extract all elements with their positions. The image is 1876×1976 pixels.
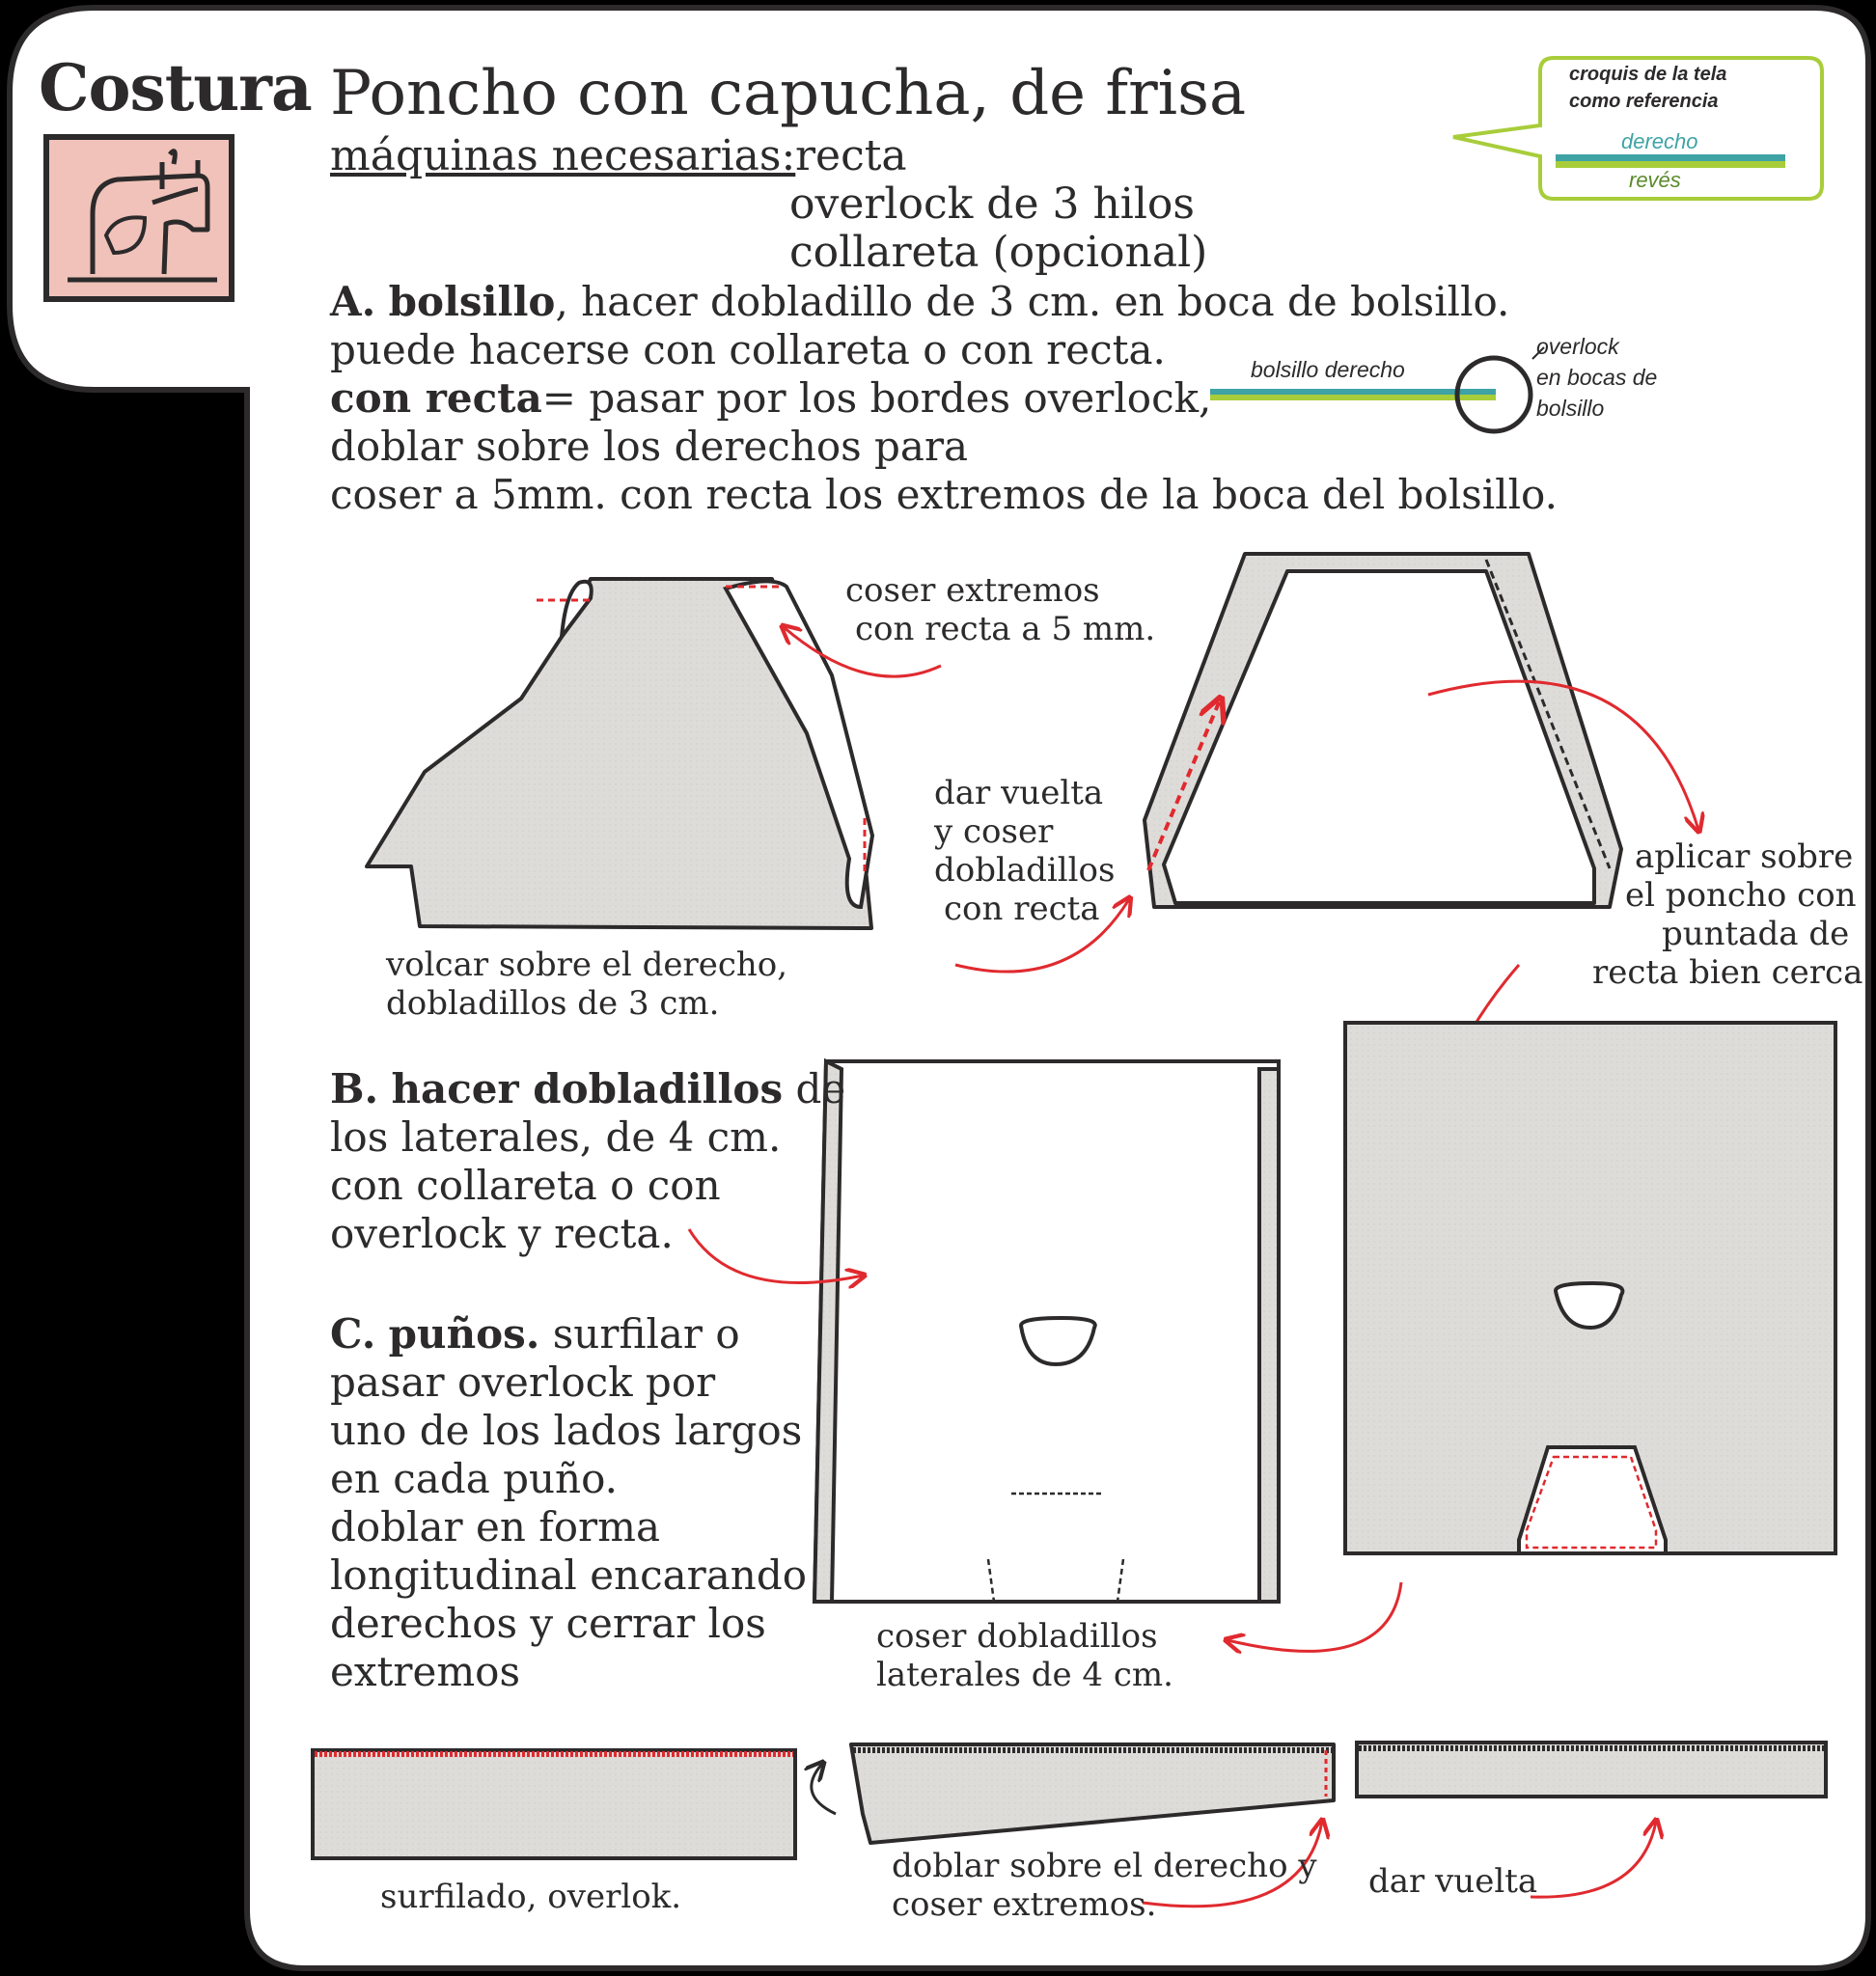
step-a-line3: con recta= pasar por los bordes overlock, bbox=[330, 374, 1212, 422]
caption-fold-sew: doblar sobre el derecho y bbox=[892, 1847, 1317, 1885]
sewing-machine-icon bbox=[46, 137, 232, 299]
step-c-line: extremos bbox=[330, 1648, 521, 1695]
machine-item: recta bbox=[795, 131, 907, 180]
caption-apply: el poncho con bbox=[1625, 876, 1857, 915]
step-c-line1: C. puños. surfilar o bbox=[330, 1310, 740, 1358]
step-b-line3: con collareta o con bbox=[330, 1162, 721, 1209]
machine-item: collareta (opcional) bbox=[789, 228, 1208, 277]
step-c-line: en cada puño. bbox=[330, 1455, 618, 1502]
step-b-line1: B. hacer dobladillos de bbox=[330, 1065, 846, 1112]
caption-turn: y coser bbox=[934, 812, 1054, 851]
step-a-line5: coser a 5mm. con recta los extremos de la boca del bolsillo. bbox=[330, 471, 1558, 518]
legend-title: como referencia bbox=[1569, 91, 1719, 112]
caption-turn: dar vuelta bbox=[934, 774, 1104, 812]
step-c-line: doblar en forma bbox=[330, 1503, 660, 1551]
caption-fold-sew: coser extremos. bbox=[892, 1885, 1157, 1924]
caption-sew-ends: coser extremos bbox=[845, 571, 1100, 610]
pocket-note: bolsillo bbox=[1536, 396, 1605, 421]
step-a-line1: A. bolsillo, hacer dobladillo de 3 cm. en boca de bolsillo. bbox=[330, 278, 1510, 325]
poncho-with-pocket-diagram bbox=[1345, 1023, 1835, 1553]
caption-side-hem: laterales de 4 cm. bbox=[876, 1656, 1173, 1694]
caption-turn: con recta bbox=[944, 890, 1100, 928]
machines-label: máquinas necesarias: bbox=[330, 131, 796, 180]
section-label: Costura bbox=[39, 50, 312, 125]
caption-apply: recta bien cerca bbox=[1592, 953, 1863, 992]
step-a-line2: puede hacerse con collareta o con recta. bbox=[330, 326, 1166, 373]
step-c-line: derechos y cerrar los bbox=[330, 1600, 766, 1647]
caption-sew-ends: con recta a 5 mm. bbox=[855, 610, 1156, 648]
step-c-line: pasar overlock por bbox=[330, 1358, 716, 1406]
legend-title: croquis de la tela bbox=[1569, 64, 1727, 85]
cuff-serged-strip bbox=[313, 1750, 795, 1858]
caption-serged: surfilado, overlok. bbox=[380, 1878, 682, 1916]
step-b-line4: overlock y recta. bbox=[330, 1210, 674, 1257]
caption-fold: dobladillos de 3 cm. bbox=[386, 984, 720, 1023]
page-title: Poncho con capucha, de frisa bbox=[330, 58, 1247, 129]
step-c-line: longitudinal encarando bbox=[330, 1551, 808, 1599]
pocket-note: overlock bbox=[1536, 334, 1619, 359]
step-b-line2: los laterales, de 4 cm. bbox=[330, 1113, 782, 1161]
caption-fold: volcar sobre el derecho, bbox=[386, 946, 788, 984]
legend-back: revés bbox=[1629, 168, 1681, 192]
caption-turn-out: dar vuelta bbox=[1368, 1862, 1538, 1901]
caption-apply: puntada de bbox=[1662, 915, 1850, 953]
legend-front: derecho bbox=[1621, 129, 1698, 153]
caption-apply: aplicar sobre bbox=[1635, 837, 1854, 876]
caption-turn: dobladillos bbox=[934, 851, 1116, 890]
caption-side-hem: coser dobladillos bbox=[876, 1617, 1158, 1656]
step-c-line: uno de los lados largos bbox=[330, 1407, 803, 1454]
pocket-label: bolsillo derecho bbox=[1251, 357, 1405, 382]
step-a-line4: doblar sobre los derechos para bbox=[330, 423, 969, 470]
pocket-note: en bocas de bbox=[1536, 365, 1658, 390]
machine-item: overlock de 3 hilos bbox=[789, 179, 1195, 229]
